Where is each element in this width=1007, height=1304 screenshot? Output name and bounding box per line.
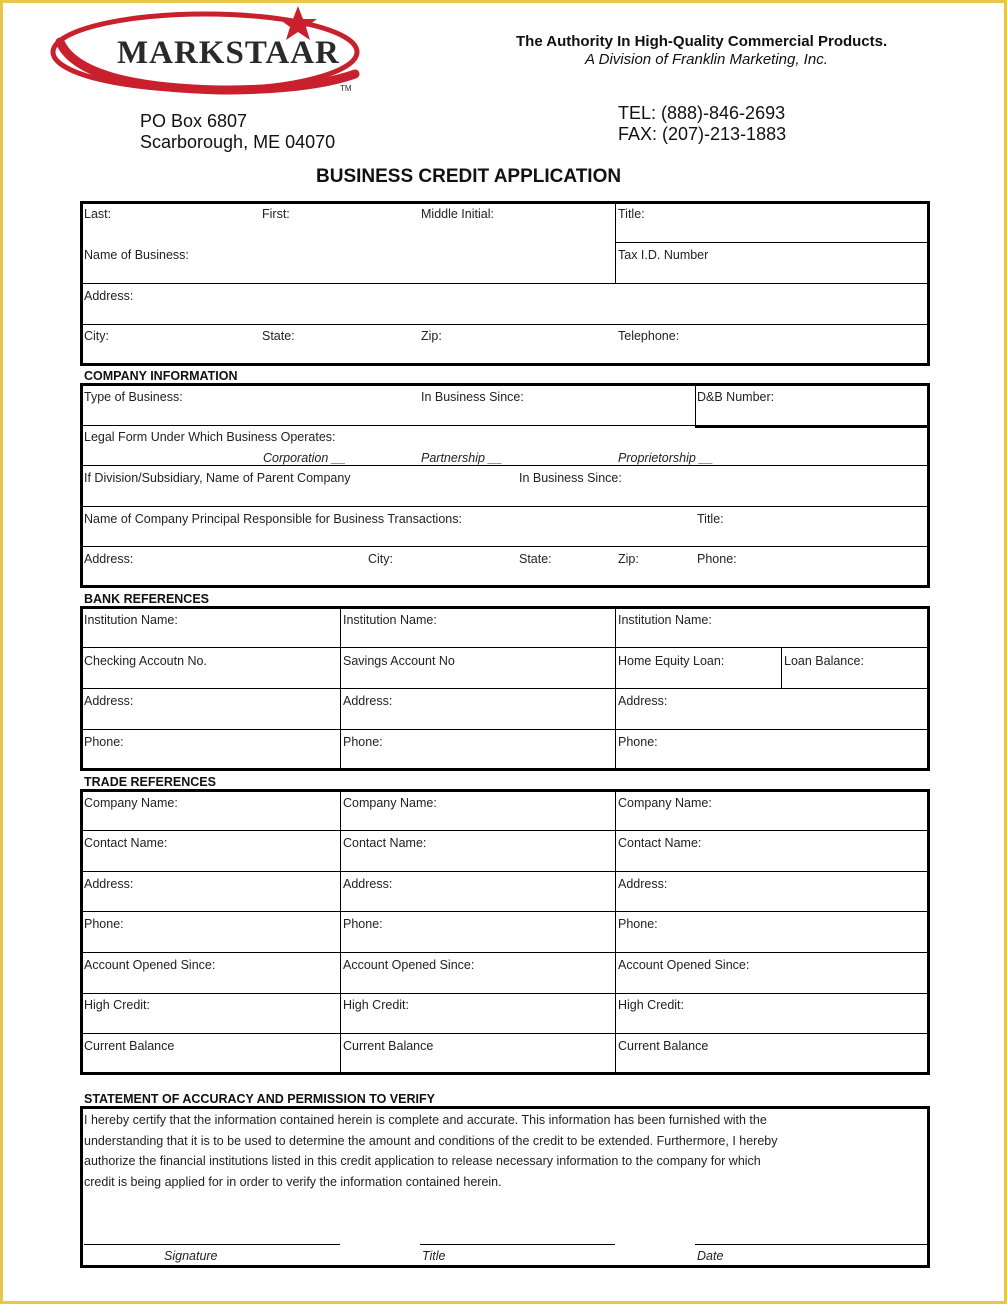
trade2-company-field[interactable]: Company Name: [343, 796, 437, 810]
divider [80, 465, 930, 466]
po-box: PO Box 6807 [140, 111, 248, 131]
divider [781, 647, 782, 688]
company-grid [80, 383, 930, 588]
home-equity-field[interactable]: Home Equity Loan: [618, 654, 725, 668]
parent-company-field[interactable]: If Division/Subsidiary, Name of Parent Company [84, 471, 351, 485]
business-name-field[interactable]: Name of Business: [84, 248, 189, 262]
tel: TEL: (888)-846-2693 [618, 103, 786, 123]
logo-text: MARKSTAAR [117, 35, 340, 71]
trade3-high-credit-field[interactable]: High Credit: [618, 998, 684, 1012]
division-line: A Division of Franklin Marketing, Inc. [585, 51, 828, 68]
principal-title-field[interactable]: Title: [697, 512, 724, 526]
divider [80, 283, 930, 284]
trade2-balance-field[interactable]: Current Balance [343, 1039, 434, 1053]
statement-heading: STATEMENT OF ACCURACY AND PERMISSION TO VERIFY [84, 1092, 435, 1106]
bank3-institution-field[interactable]: Institution Name: [618, 613, 712, 627]
trade1-address-field[interactable]: Address: [84, 877, 134, 891]
divider [695, 425, 930, 428]
divider [695, 383, 696, 425]
divider [80, 1033, 930, 1034]
divider [80, 425, 695, 426]
loan-balance-field[interactable]: Loan Balance: [784, 654, 864, 668]
trade1-high-credit-field[interactable]: High Credit: [84, 998, 150, 1012]
divider [80, 688, 930, 689]
trade1-contact-field[interactable]: Contact Name: [84, 836, 168, 850]
company-city-field[interactable]: City: [368, 552, 393, 566]
trade2-address-field[interactable]: Address: [343, 877, 393, 891]
middle-initial-field[interactable]: Middle Initial: [421, 207, 494, 221]
trade1-company-field[interactable]: Company Name: [84, 796, 178, 810]
trade2-phone-field[interactable]: Phone: [343, 917, 383, 931]
divider [615, 242, 930, 243]
bank2-address-field[interactable]: Address: [343, 694, 393, 708]
trade2-opened-field[interactable]: Account Opened Since: [343, 958, 475, 972]
checking-account-field[interactable]: Checking Accoutn No. [84, 654, 207, 668]
date-label: Date [697, 1249, 724, 1263]
document-title: BUSINESS CREDIT APPLICATION [316, 166, 622, 187]
type-of-business-field[interactable]: Type of Business: [84, 390, 183, 404]
title-field[interactable]: Title: [618, 207, 645, 221]
trade1-phone-field[interactable]: Phone: [84, 917, 124, 931]
statement-line: understanding that it is to be used to determine the amount and conditions of the credit to be extended. Furthermore, I hereby [84, 1133, 778, 1148]
divider [80, 546, 930, 547]
statement-text [84, 1110, 884, 1192]
company-phone-field[interactable]: Phone: [697, 552, 737, 566]
divider [80, 647, 930, 648]
proprietorship-option[interactable]: Proprietorship __ [618, 451, 714, 465]
partnership-option[interactable]: Partnership __ [421, 451, 503, 465]
trade3-contact-field[interactable]: Contact Name: [618, 836, 702, 850]
bank2-phone-field[interactable]: Phone: [343, 735, 383, 749]
statement-line: credit is being applied for in order to verify the information contained herein. [84, 1174, 502, 1189]
dnb-number-field[interactable]: D&B Number: [697, 390, 775, 404]
company-address-field[interactable]: Address: [84, 552, 134, 566]
bank1-phone-field[interactable]: Phone: [84, 735, 124, 749]
city-field[interactable]: City: [84, 329, 109, 343]
trade3-company-field[interactable]: Company Name: [618, 796, 712, 810]
title-label: Title [422, 1249, 446, 1263]
divider [80, 506, 930, 507]
parent-since-field[interactable]: In Business Since: [519, 471, 622, 485]
date-line[interactable] [695, 1244, 927, 1245]
legal-form-label: Legal Form Under Which Business Operates: [84, 430, 336, 444]
bank3-phone-field[interactable]: Phone: [618, 735, 658, 749]
trade-references-heading: TRADE REFERENCES [84, 775, 216, 789]
company-info-heading: COMPANY INFORMATION [84, 369, 238, 383]
trade3-balance-field[interactable]: Current Balance [618, 1039, 709, 1053]
address-field[interactable]: Address: [84, 289, 134, 303]
divider [80, 911, 930, 912]
in-business-since-field[interactable]: In Business Since: [421, 390, 524, 404]
last-field[interactable]: Last: [84, 207, 112, 221]
trade3-address-field[interactable]: Address: [618, 877, 668, 891]
divider [80, 952, 930, 953]
state-field[interactable]: State: [262, 329, 295, 343]
first-field[interactable]: First: [262, 207, 290, 221]
divider [80, 993, 930, 994]
principal-field[interactable]: Name of Company Principal Responsible for Business Transactions: [84, 512, 462, 526]
savings-account-field[interactable]: Savings Account No [343, 654, 455, 668]
title-line[interactable] [420, 1244, 615, 1245]
trade2-high-credit-field[interactable]: High Credit: [343, 998, 409, 1012]
divider [80, 830, 930, 831]
city-line: Scarborough, ME 04070 [140, 132, 336, 152]
tax-id-field[interactable]: Tax I.D. Number [618, 248, 709, 262]
bank1-address-field[interactable]: Address: [84, 694, 134, 708]
statement-line: authorize the financial institutions listed in this credit application to release necessary information to the company for which [84, 1154, 761, 1168]
bank2-institution-field[interactable]: Institution Name: [343, 613, 437, 627]
company-zip-field[interactable]: Zip: [618, 552, 639, 566]
company-state-field[interactable]: State: [519, 552, 552, 566]
divider [80, 324, 930, 325]
trade2-contact-field[interactable]: Contact Name: [343, 836, 427, 850]
fax: FAX: (207)-213-1883 [618, 124, 787, 144]
trade1-opened-field[interactable]: Account Opened Since: [84, 958, 216, 972]
signature-label: Signature [164, 1249, 218, 1263]
telephone-field[interactable]: Telephone: [618, 329, 680, 343]
trade3-opened-field[interactable]: Account Opened Since: [618, 958, 750, 972]
bank3-address-field[interactable]: Address: [618, 694, 668, 708]
signature-line[interactable] [84, 1244, 340, 1245]
trade1-balance-field[interactable]: Current Balance [84, 1039, 175, 1053]
trade3-phone-field[interactable]: Phone: [618, 917, 658, 931]
bank1-institution-field[interactable]: Institution Name: [84, 613, 178, 627]
divider [80, 729, 930, 730]
trademark: TM [340, 84, 352, 93]
corporation-option[interactable]: Corporation __ [263, 451, 346, 465]
statement-line: I hereby certify that the information contained herein is complete and accurate. This information has been furnished with the [84, 1113, 767, 1127]
divider [80, 871, 930, 872]
tagline: The Authority In High-Quality Commercial Products. [516, 33, 888, 50]
zip-field[interactable]: Zip: [421, 329, 442, 343]
bank-references-heading: BANK REFERENCES [84, 592, 210, 606]
